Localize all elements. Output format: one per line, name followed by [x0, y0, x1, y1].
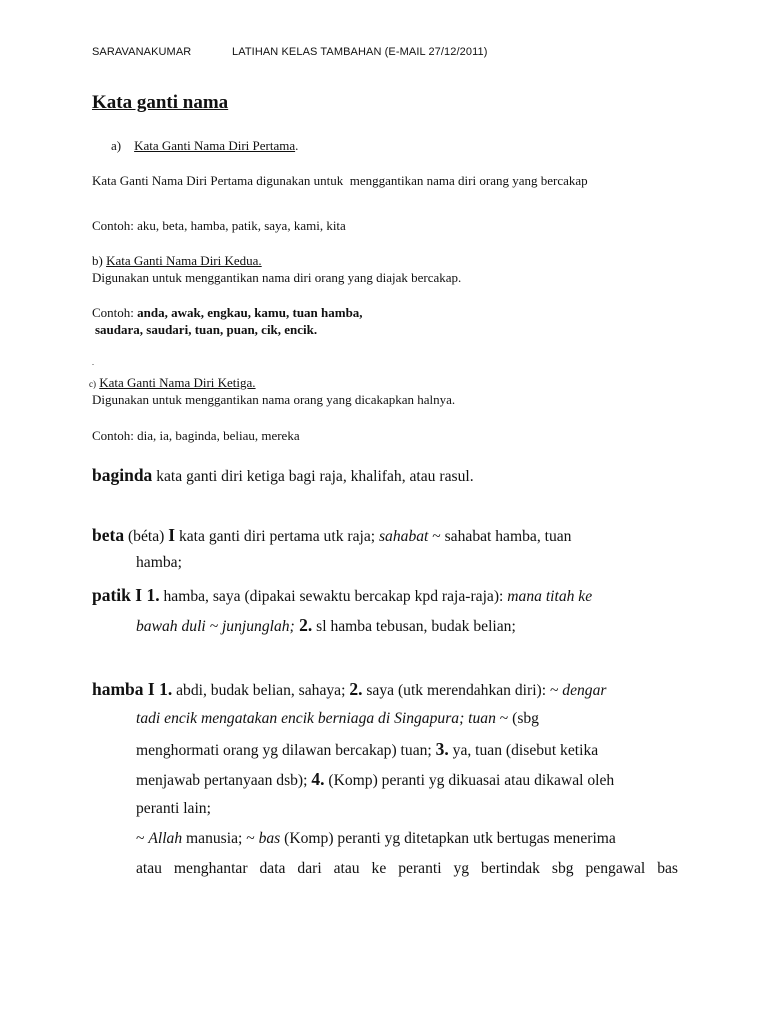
entry-patik-line2 [92, 614, 678, 638]
section-c-desc: Digunakan untuk menggantikan nama orang yang dicakapkan halnya. [92, 392, 456, 407]
entry-definition: hamba, saya (dipakai sewaktu bercakap kpd raja-raja): [159, 588, 508, 605]
entry-hamba-line5: peranti lain; [136, 800, 211, 817]
entry-hamba-line6 [136, 824, 678, 854]
entry-definition: ~ [136, 830, 149, 847]
entry-sense-number: 2. [349, 679, 363, 699]
section-a-marker: a) [111, 138, 122, 153]
section-a-desc: Kata Ganti Nama Diri Pertama digunakan untuk menggantikan nama diri orang yang bercakap [92, 173, 588, 188]
entry-hamba-line7: atau menghantar data dari atau ke peranti yg bertindak sbg pengawal bas [136, 860, 678, 877]
section-b-example-cont: saudara, saudari, tuan, puan, cik, encik. [95, 322, 318, 337]
section-c-example [92, 427, 300, 444]
stray-dot: . [92, 358, 94, 367]
entry-definition: ~ (sbg [495, 710, 539, 727]
entry-sense-number: 4. [311, 769, 325, 789]
entry-definition: menghormati orang yg dilawan bercakap) tuan; [136, 742, 436, 759]
example-text: dia, ia, baginda, beliau, mereka [137, 428, 300, 443]
section-b-example [92, 304, 363, 321]
entry-definition: ya, tuan (disebut ketika [448, 742, 599, 759]
entry-sense-number: I 1. [130, 585, 160, 605]
entry-pronunciation: (béta) [124, 528, 169, 545]
entry-definition: kata ganti diri ketiga bagi raja, khalifah, atau rasul. [152, 468, 474, 485]
entry-definition: menjawab pertanyaan dsb); [136, 772, 312, 789]
entry-hamba [92, 674, 678, 884]
entry-example: sahabat [378, 528, 429, 545]
entry-example: tadi encik mengatakan encik berniaga di Singapura; tuan [136, 710, 496, 727]
section-b-heading [92, 252, 262, 269]
entry-word: baginda [92, 465, 153, 485]
entry-example: bawah duli ~ junjunglah; [136, 618, 295, 635]
entry-example: dengar [562, 682, 607, 699]
entry-definition: sl hamba tebusan, budak belian; [312, 618, 516, 635]
entry-patik-line1 [92, 584, 678, 614]
section-c-marker: c) [89, 379, 96, 389]
entry-word: hamba I 1. [92, 679, 173, 699]
entry-hamba-line2 [136, 704, 678, 734]
entry-sense-number: 2. [294, 615, 313, 635]
entry-word: beta [92, 525, 125, 545]
section-c-title: Kata Ganti Nama Diri Ketiga. [99, 375, 256, 390]
example-label: Contoh: [92, 218, 138, 233]
entry-sense-number: I [168, 525, 176, 545]
entry-word: patik [92, 585, 131, 605]
entry-definition: (Komp) peranti yg ditetapkan utk bertugas menerima [280, 830, 616, 847]
example-text: aku, beta, hamba, patik, saya, kami, kita [137, 218, 346, 233]
entry-definition: manusia; ~ [182, 830, 259, 847]
entry-beta-line1 [92, 524, 678, 552]
header-author: SARAVANAKUMAR [92, 46, 192, 58]
entry-example: mana titah ke [507, 588, 593, 605]
entry-definition: (Komp) peranti yg dikuasai atau dikawal oleh [324, 772, 615, 789]
entry-hamba-line1 [92, 674, 678, 704]
entry-definition: abdi, budak belian, sahaya; [172, 682, 350, 699]
entry-definition: kata ganti diri pertama utk raja; [175, 528, 379, 545]
entry-sense-number: 3. [435, 739, 449, 759]
section-b-title: Kata Ganti Nama Diri Kedua. [106, 253, 262, 268]
section-a-title: Kata Ganti Nama Diri Pertama [134, 138, 296, 153]
entry-example: Allah [148, 830, 183, 847]
entry-definition: ~ sahabat hamba, tuan [428, 528, 572, 545]
section-a-example [92, 217, 346, 234]
example-text: anda, awak, engkau, kamu, tuan hamba, [137, 305, 363, 320]
entry-patik [92, 584, 678, 638]
entry-beta [92, 524, 678, 574]
section-a-heading [111, 137, 298, 154]
entry-beta-line2: hamba; [136, 554, 182, 571]
section-a-suffix: . [295, 138, 299, 153]
section-b-marker: b) [92, 253, 107, 268]
page-title: Kata ganti nama [92, 92, 229, 113]
example-label: Contoh: [92, 428, 138, 443]
section-b-desc: Digunakan untuk menggantikan nama diri orang yang diajak bercakap. [92, 270, 462, 285]
entry-hamba-line3 [136, 734, 678, 764]
example-label: Contoh: [92, 305, 138, 320]
entry-example: bas [258, 830, 281, 847]
entry-definition: saya (utk merendahkan diri): ~ [362, 682, 563, 699]
entry-hamba-line4 [136, 764, 678, 794]
header-title: LATIHAN KELAS TAMBAHAN (E-MAIL 27/12/2011) [232, 46, 488, 58]
entry-baginda [92, 465, 474, 486]
